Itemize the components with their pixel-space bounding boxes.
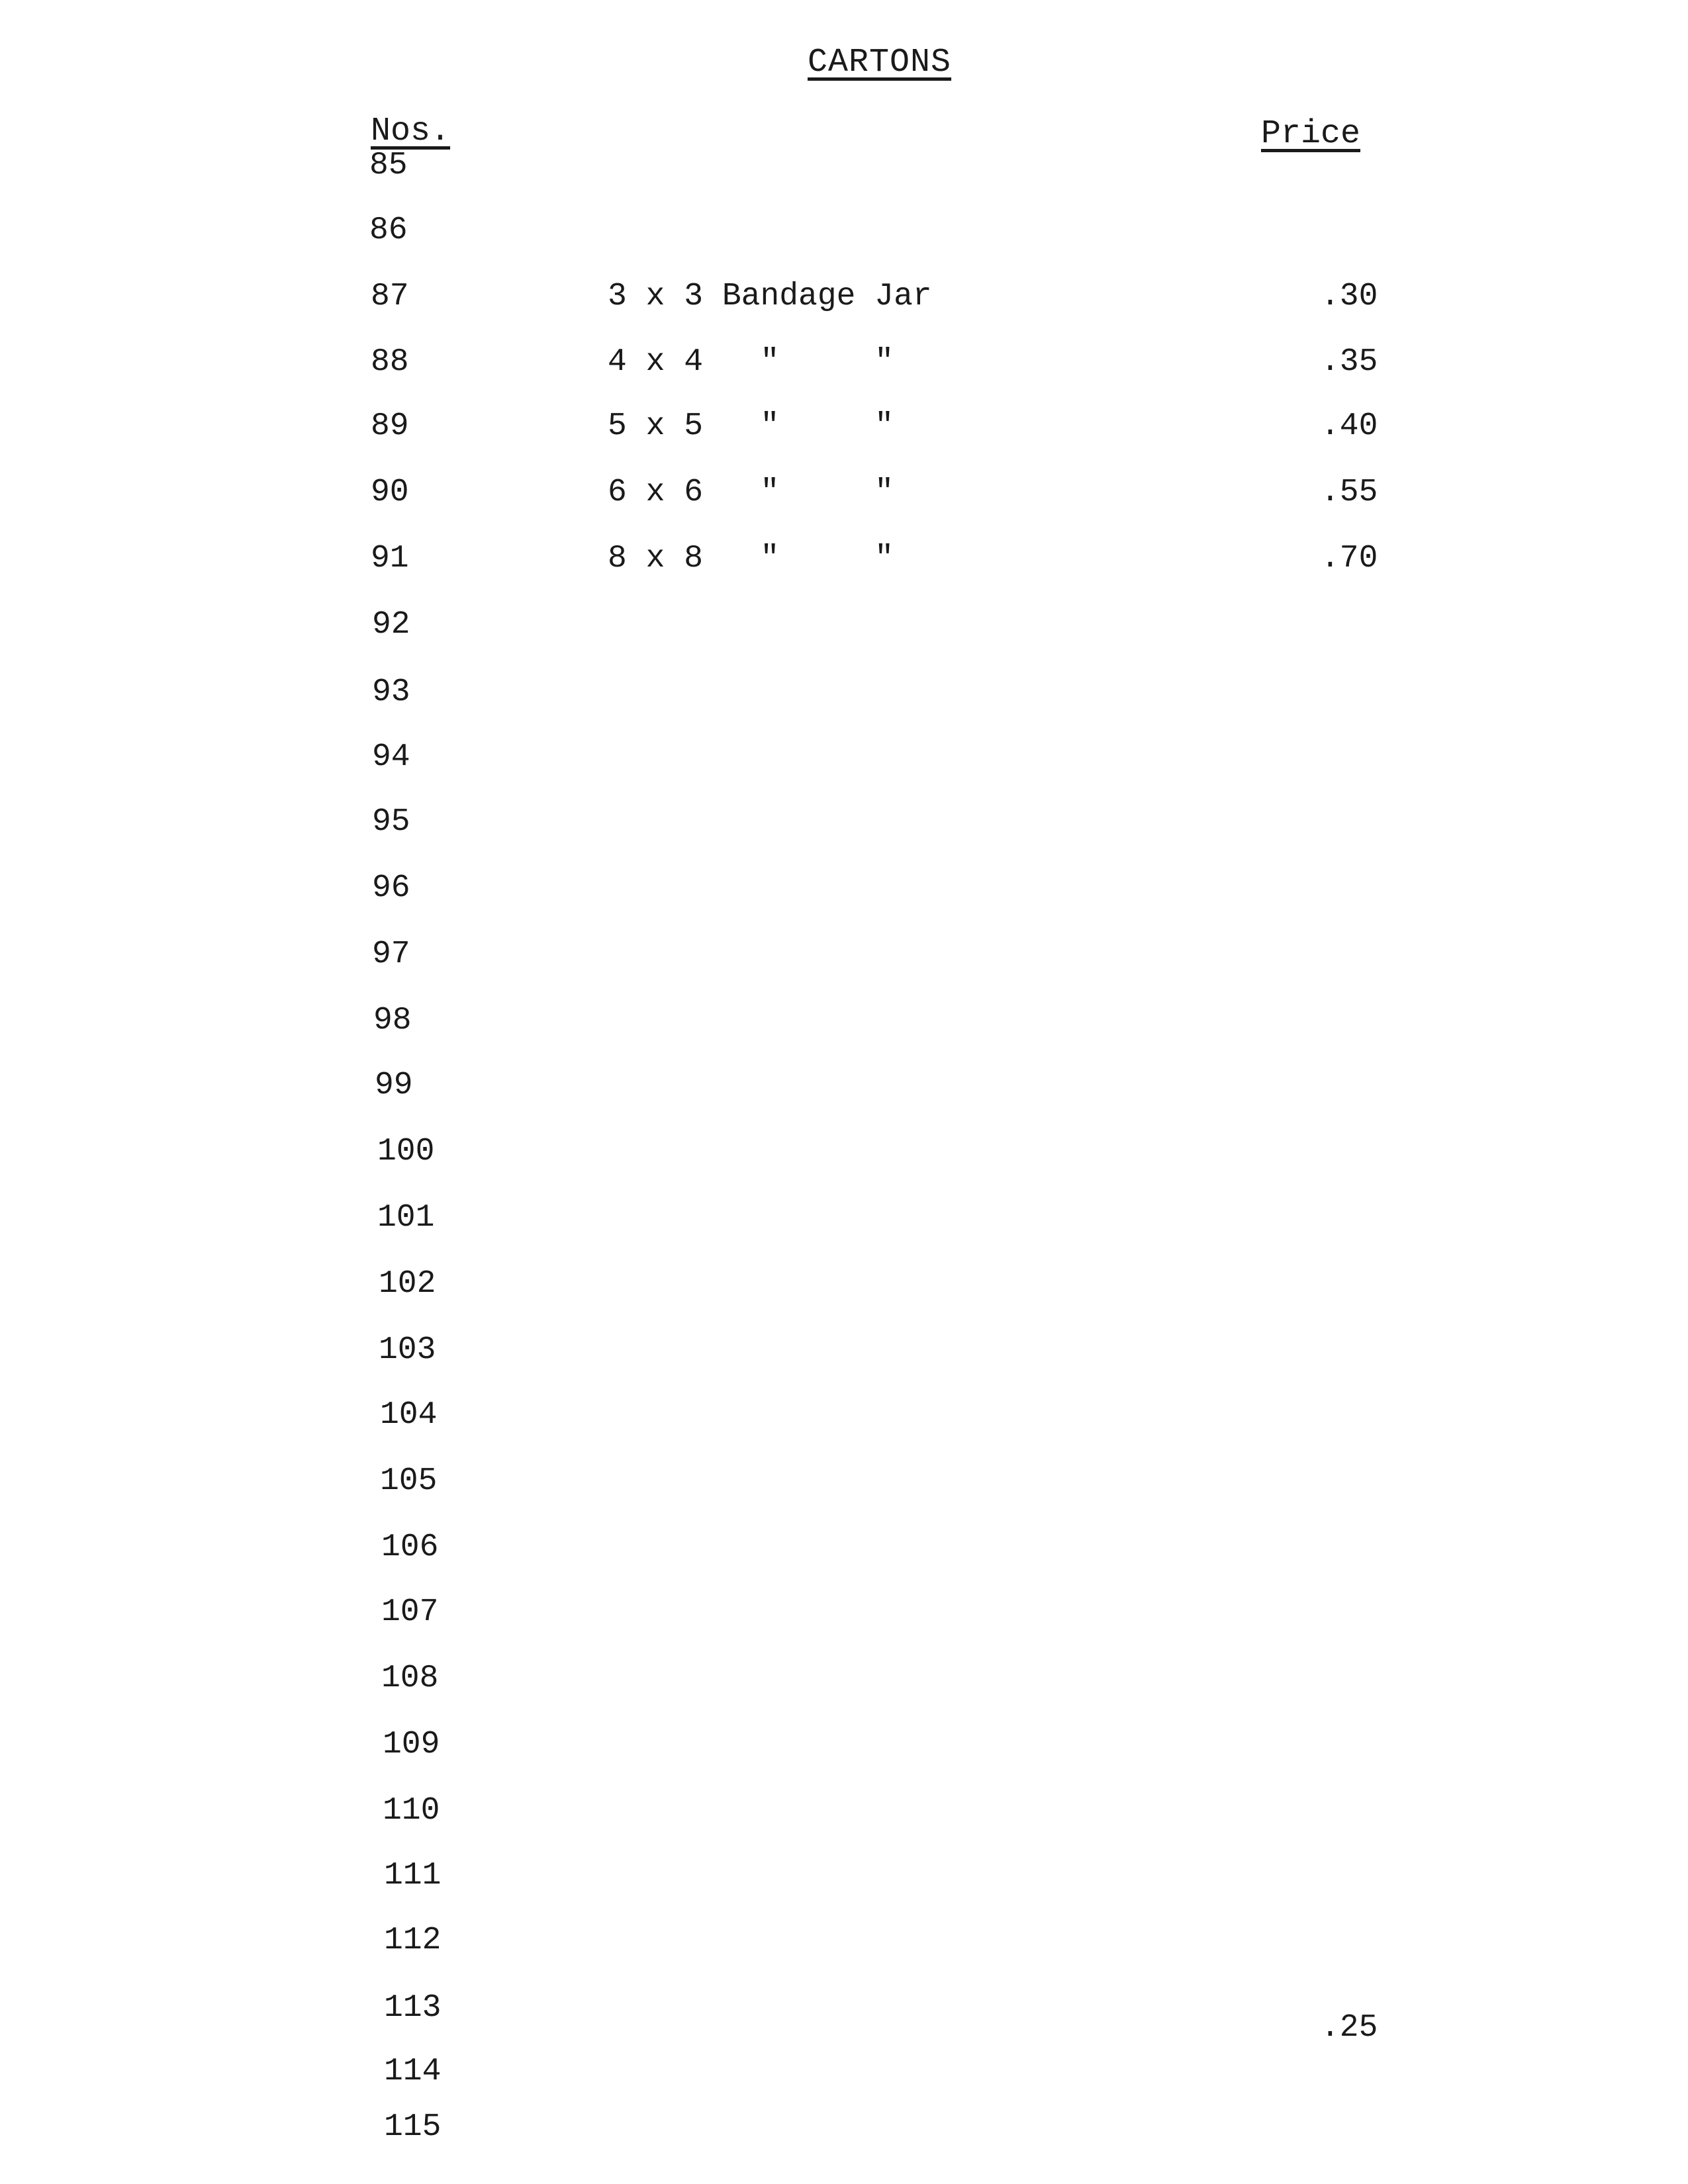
item-description: 5 x 5 " " [608,408,894,444]
item-description: 8 x 8 " " [608,541,894,576]
table-row [0,1725,1688,1764]
page-title: CARTONS [808,44,952,81]
item-number: 85 [369,148,408,183]
table-row [0,1856,1688,1895]
table-row [0,2107,1688,2147]
table-row [0,1461,1688,1501]
table-row [0,342,1688,382]
table-row [0,146,1688,185]
item-description: 3 x 3 Bandage Jar [608,279,932,314]
item-number: 100 [377,1134,435,1169]
table-row [0,1791,1688,1831]
item-number: 92 [372,607,410,643]
table-row [0,1659,1688,1698]
item-number: 86 [369,212,408,248]
table-row [0,1921,1688,1960]
table-row [0,277,1688,316]
item-number: 91 [371,541,409,576]
table-row [0,934,1688,974]
item-number: 96 [372,870,410,906]
table-row [0,1330,1688,1370]
table-row [0,672,1688,712]
item-number: 87 [371,279,409,314]
price-column-header: Price [1261,115,1361,153]
item-number: 110 [383,1793,440,1829]
item-number: 101 [377,1200,435,1236]
table-row [0,802,1688,842]
table-row [0,473,1688,512]
table-row [0,1592,1688,1632]
item-number: 114 [384,2054,442,2089]
item-number: 89 [371,408,409,444]
table-row [0,605,1688,645]
item-number: 95 [372,804,410,840]
nos-column-header: Nos. [371,113,451,150]
table-row [0,406,1688,446]
table-row [0,539,1688,578]
item-price: .35 [1321,344,1378,380]
item-number: 94 [372,739,410,775]
item-number: 107 [381,1594,439,1630]
table-row [0,1066,1688,1105]
table-row [0,1395,1688,1435]
item-number: 113 [384,1990,442,2026]
table-row [0,210,1688,250]
item-number: 104 [380,1397,438,1433]
table-row [0,2052,1688,2091]
item-number: 109 [383,1727,440,1762]
item-number: 93 [372,674,410,710]
item-number: 115 [384,2109,442,2145]
item-price: .70 [1321,541,1378,576]
table-row [0,1001,1688,1040]
table-row [0,1264,1688,1304]
item-number: 98 [373,1003,412,1038]
item-price: .30 [1321,279,1378,314]
item-number: 88 [371,344,409,380]
item-number: 106 [381,1529,439,1565]
item-number: 111 [384,1858,442,1893]
extra-price-row [0,2008,1688,2048]
item-number: 105 [380,1463,438,1499]
item-description: 4 x 4 " " [608,344,894,380]
item-number: 99 [375,1068,413,1103]
item-description: 6 x 6 " " [608,475,894,510]
item-number: 97 [372,936,410,972]
item-number: 112 [384,1923,442,1958]
table-row [0,1198,1688,1238]
item-number: 108 [381,1661,439,1696]
table-row [0,1527,1688,1567]
item-price: .55 [1321,475,1378,510]
extra-price: .25 [1321,2010,1378,2046]
table-row [0,1132,1688,1171]
table-row [0,737,1688,777]
item-number: 102 [379,1266,436,1302]
item-number: 103 [379,1332,436,1368]
item-number: 90 [371,475,409,510]
item-price: .40 [1321,408,1378,444]
table-row [0,868,1688,908]
